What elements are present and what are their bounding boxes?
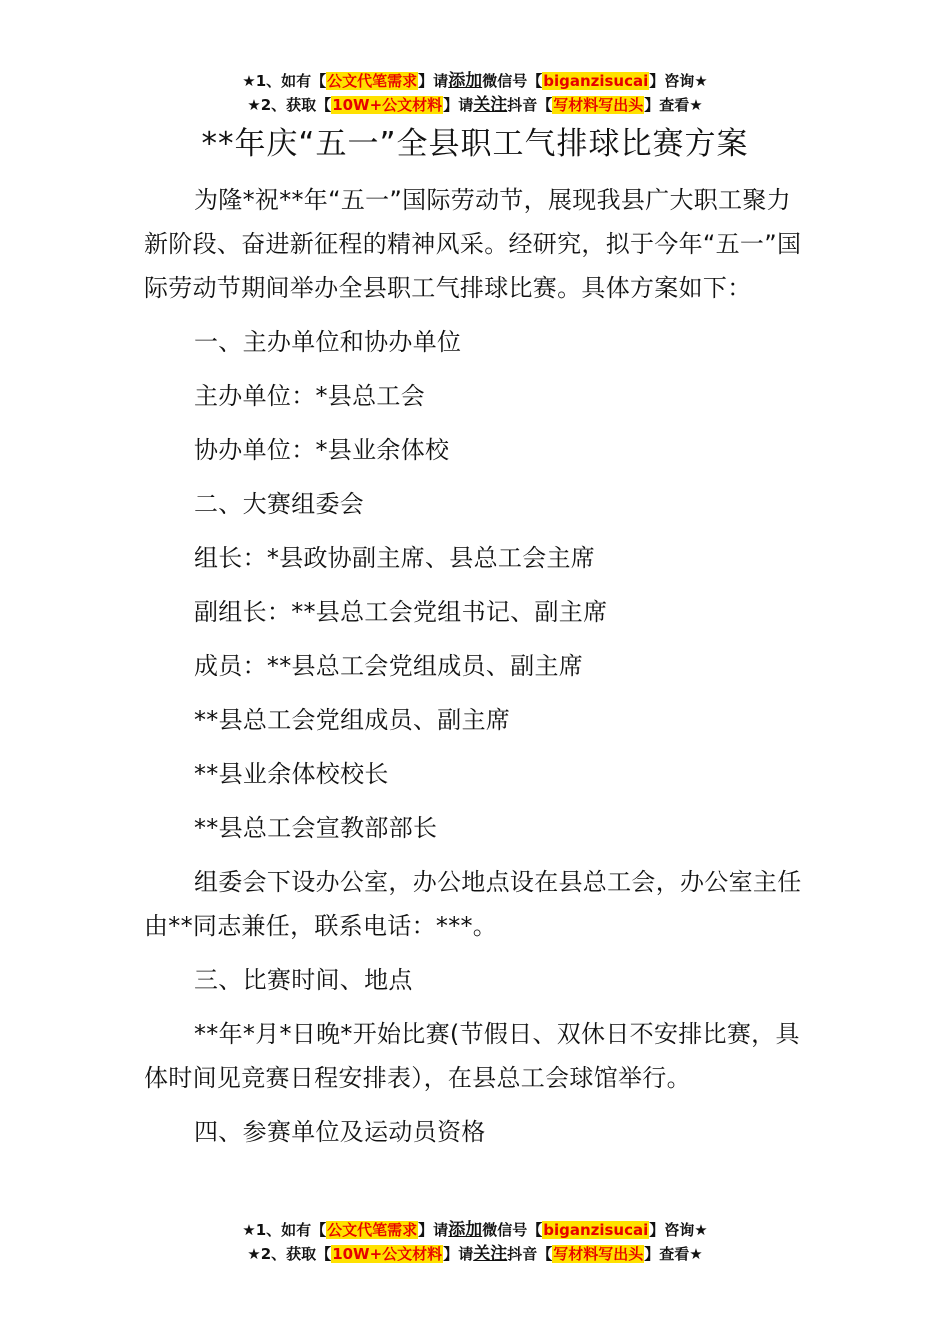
paragraph: 组长：*县政协副主席、县总工会主席 xyxy=(194,544,596,572)
promo-highlight: 公文代笔需求 xyxy=(327,1221,418,1239)
promo-highlight: 写材料写出头 xyxy=(553,96,644,114)
promo-emphasis: 关注 xyxy=(473,95,508,115)
section-heading-4: 四、参赛单位及运动员资格 xyxy=(194,1118,486,1146)
promo-emphasis: 添加 xyxy=(448,1220,483,1240)
promo-highlight: 写材料写出头 xyxy=(553,1245,644,1263)
promo-text: 抖音【 xyxy=(507,1245,553,1263)
promo-line-1 xyxy=(0,1218,950,1242)
document-body xyxy=(144,178,808,1164)
promo-text: ★1、如有【 xyxy=(242,1221,327,1239)
promo-line-2 xyxy=(0,1242,950,1266)
promo-text: 】请 xyxy=(443,96,474,114)
promo-banner-bottom xyxy=(0,1218,950,1266)
promo-highlight: 公文代笔需求 xyxy=(327,72,418,90)
paragraph: 协办单位：*县业余体校 xyxy=(194,436,450,464)
promo-text: 】咨询★ xyxy=(649,1221,708,1239)
paragraph-intro: 为隆*祝**年“五一”国际劳动节，展现我县广大职工聚力新阶段、奋进新征程的精神风采。经研究，拟于今年“五一”国际劳动节期间举办全县职工气排球比赛。具体方案如下： xyxy=(144,186,802,302)
promo-text: 】请 xyxy=(418,1221,449,1239)
promo-highlight: 10W+公文材料 xyxy=(332,1245,443,1263)
section-heading-3: 三、比赛时间、地点 xyxy=(194,966,413,994)
promo-line-1 xyxy=(0,69,950,93)
promo-text: 】查看★ xyxy=(644,1245,703,1263)
paragraph: 成员：**县总工会党组成员、副主席 xyxy=(194,652,584,680)
section-heading-2: 二、大赛组委会 xyxy=(194,490,365,518)
paragraph: 副组长：**县总工会党组书记、副主席 xyxy=(194,598,608,626)
promo-text: 】咨询★ xyxy=(649,72,708,90)
promo-text: ★2、获取【 xyxy=(247,1245,332,1263)
promo-text: 】请 xyxy=(443,1245,474,1263)
promo-text: 微信号【 xyxy=(482,72,543,90)
promo-banner-top xyxy=(0,69,950,117)
promo-line-2 xyxy=(0,93,950,117)
promo-emphasis: 关注 xyxy=(473,1244,508,1264)
promo-text: 微信号【 xyxy=(482,1221,543,1239)
promo-highlight: biganzisucai xyxy=(543,1221,649,1239)
promo-emphasis: 添加 xyxy=(448,71,483,91)
promo-highlight: biganzisucai xyxy=(543,72,649,90)
promo-text: 】请 xyxy=(418,72,449,90)
promo-text: ★1、如有【 xyxy=(242,72,327,90)
promo-highlight: 10W+公文材料 xyxy=(332,96,443,114)
paragraph: 主办单位：*县总工会 xyxy=(194,382,425,410)
paragraph: **县总工会宣教部部长 xyxy=(194,814,438,842)
paragraph: 组委会下设办公室，办公地点设在县总工会，办公室主任由**同志兼任，联系电话：***。 xyxy=(144,868,802,940)
section-heading-1: 一、主办单位和协办单位 xyxy=(194,328,462,356)
promo-text: 抖音【 xyxy=(507,96,553,114)
promo-text: 】查看★ xyxy=(644,96,703,114)
paragraph: **年*月*日晚*开始比赛(节假日、双休日不安排比赛，具体时间见竞赛日程安排表），在县总工会球馆举行。 xyxy=(144,1020,800,1092)
paragraph: **县总工会党组成员、副主席 xyxy=(194,706,511,734)
document-title: **年庆“五一”全县职工气排球比赛方案 xyxy=(201,126,749,162)
paragraph: **县业余体校校长 xyxy=(194,760,389,788)
promo-text: ★2、获取【 xyxy=(247,96,332,114)
